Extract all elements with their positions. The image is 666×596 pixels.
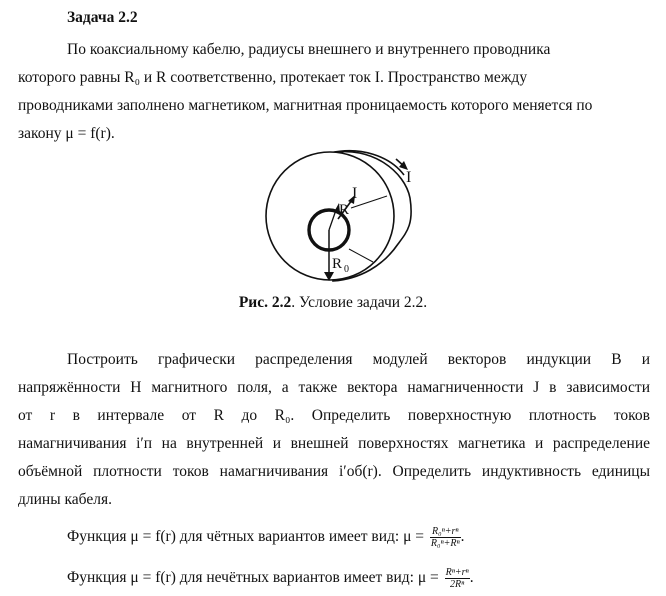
statement-line-5: объёмной плотности токов намагничивания i′об(r). Определить индуктивность единицы: [18, 463, 650, 480]
function-odd: [67, 567, 474, 590]
figure-caption: [0, 294, 666, 312]
inner-current-label: I: [352, 185, 358, 202]
function-even-text: Функция μ = f(r) для чётных вариантов имеет вид: μ =: [67, 528, 424, 546]
function-even-end: .: [460, 528, 465, 546]
function-odd-text: Функция μ = f(r) для нечётных вариантов имеет вид: μ =: [67, 569, 439, 587]
statement-line-2: напряжённости H магнитного поля, а также вектора намагниченности J в зависимости: [18, 379, 650, 396]
function-odd-end: .: [469, 569, 474, 587]
outer-conductor-circle: [266, 152, 394, 280]
function-even-denominator: R₀ⁿ+Rⁿ: [430, 538, 460, 549]
function-even-fraction: [430, 526, 461, 549]
statement-line-1: Построить графически распределения модулей векторов индукции B и: [67, 351, 650, 368]
caption-text: . Условие задачи 2.2.: [291, 294, 428, 311]
coaxial-cable-figure: [0, 0, 666, 296]
outer-current-label: I: [406, 169, 412, 186]
intro-line-1: По коаксиальному кабелю, радиусы внешнего и внутреннего проводника: [67, 41, 551, 58]
task-title: Задача 2.2: [67, 9, 138, 26]
outer-radius-subscript: 0: [344, 264, 349, 275]
function-odd-numerator: Rⁿ+rⁿ: [445, 567, 469, 578]
function-odd-fraction: [445, 567, 470, 590]
function-odd-denominator: 2Rⁿ: [450, 579, 465, 590]
intro-line-4: закону μ = f(r).: [18, 125, 115, 142]
intro-line-2: которого равны R₀ и R соответственно, протекает ток I. Пространство между: [18, 69, 528, 86]
function-even: [67, 526, 465, 549]
statement-line-6: длины кабеля.: [18, 491, 112, 508]
function-even-numerator: R₀ⁿ+rⁿ: [430, 526, 461, 538]
inner-radius-label: R: [339, 202, 350, 218]
outer-radius-label: R: [332, 256, 343, 272]
intro-line-3: проводниками заполнено магнетиком, магнитная проницаемость которого меняется по: [18, 97, 593, 114]
statement-line-3: от r в интервале от R до R₀. Определить поверхностную плотность токов: [18, 407, 650, 424]
caption-prefix: Рис. 2.2: [238, 294, 292, 311]
statement-line-4: намагничивания i′п на внутренней и внешней поверхностях магнетика и распределение: [18, 435, 650, 452]
